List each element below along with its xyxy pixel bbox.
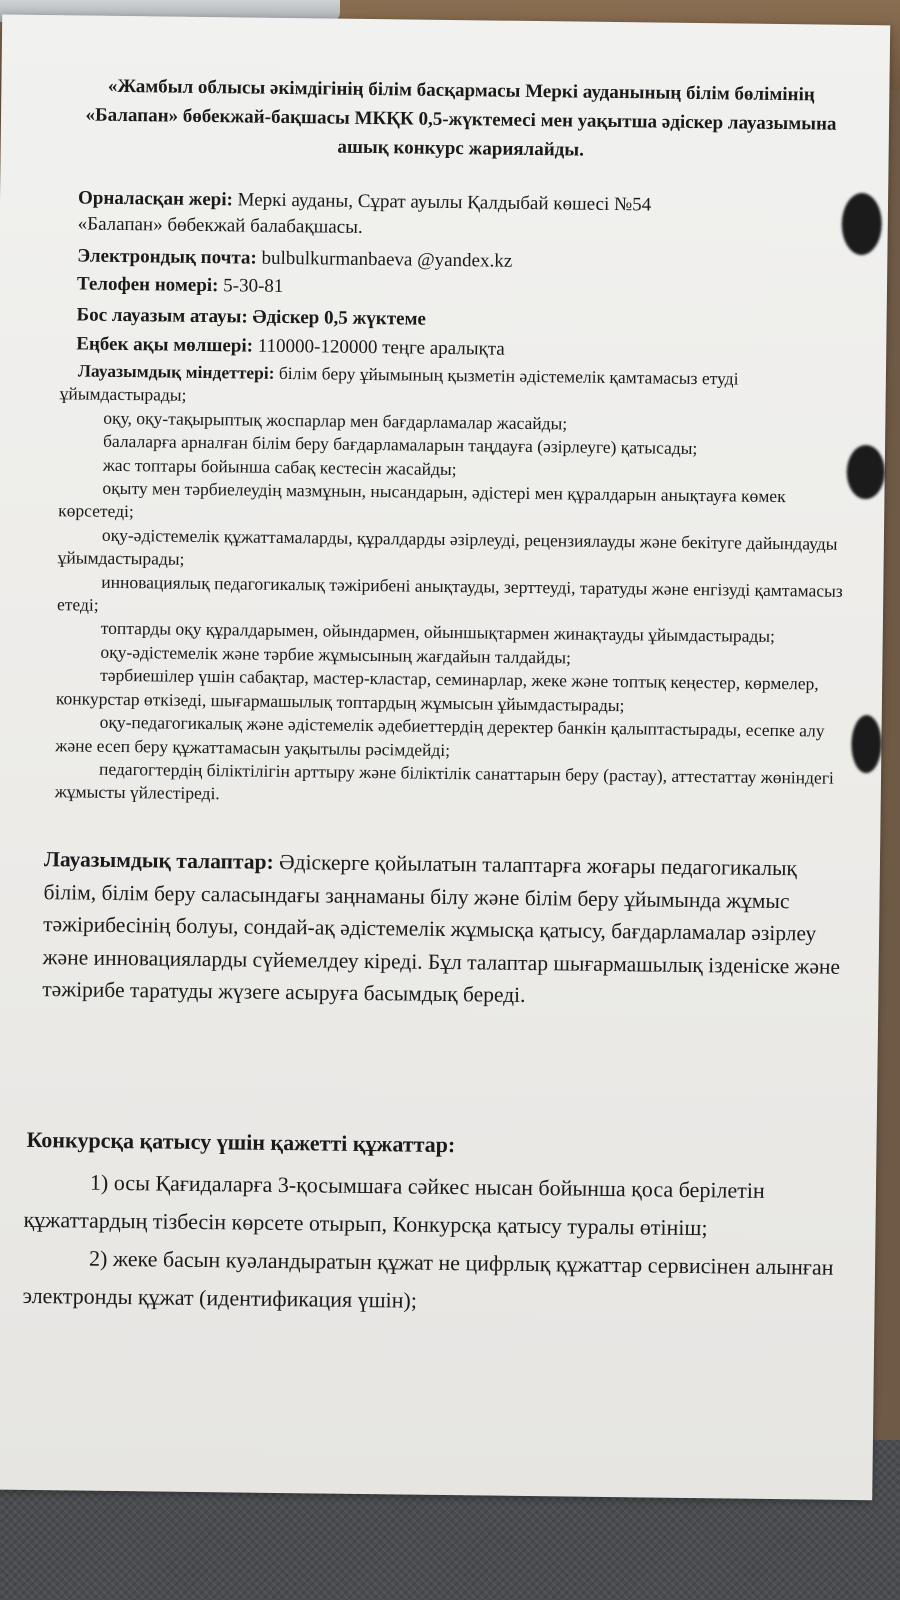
requirements-label: Лауазымдық талаптар:: [43, 847, 274, 874]
document-page: [0, 15, 890, 1501]
announcement-heading: «Жамбыл облысы әкімдігінің білім басқармасы Меркі ауданының білім бөлімінің «Балапан» бөбекжай-бақшасы МКҚК 0,5-жүктемесі мен уақытша әдіскер лауазымына ашық конкурс жариялайды.: [85, 75, 837, 161]
duty-item: педагогтердің біліктілігін арттыру және біліктілік санаттарын беру (растау), аттестаттау жөніндегі жұмысты үйлестіреді.: [54, 758, 834, 804]
duty-item: оқу-педагогикалық және әдістемелік әдебиеттердің деректер банкін қалыптастырады, есепке алу және есеп беру құжаттамасын уақытылы рәсімдейді;: [55, 711, 825, 760]
salary-value: 110000-120000 теңге аралықта: [257, 335, 505, 360]
location-label: Орналасқан жері:: [77, 187, 234, 211]
salary-label: Еңбек ақы мөлшері:: [76, 333, 254, 357]
duty-item: оқу, оқу-тақырыптық жоспарлар мен бағдарламалар жасайды;: [103, 407, 568, 434]
duty-item: инновациялық педагогикалық тәжірибені анықтауды, зерттеуді, таратуды және енгізуді қамтамасыз етеді;: [56, 571, 843, 615]
documents-title: Конкурсқа қатысу үшін қажетті құжаттар:: [26, 1126, 456, 1158]
phone-label: Телофен номері:: [76, 273, 219, 297]
email-value: bulbulkurmanbaeva @yandex.kz: [261, 247, 513, 272]
duties-label: Лауазымдық міндеттері:: [77, 360, 275, 383]
requirements-section: [42, 843, 844, 1015]
duty-item: оқу-әдістемелік құжаттамаларды, құралдарды әзірлеуді, рецензиялауды және бекітуге дайындауды ұйымдастырады;: [57, 524, 838, 570]
duties-section: [55, 359, 860, 813]
duty-item: жас топтары бойынша сабақ кестесін жасайды;: [102, 454, 457, 479]
phone-value: 5-30-81: [223, 275, 284, 297]
document-item: 1) осы Қағидаларға 3-қосымшаға сәйкес нысан бойынша қоса берілетін құжаттардың тізбесін көрсете отырып, Конкурсқа қатысу туралы өтініш;: [23, 1169, 765, 1241]
location-value-line2: «Балапан» бөбекжай балабақшасы.: [77, 213, 363, 238]
requirements-text: Әдіскерге қойылатын талаптарға жоғары педагогикалық білім, білім беру саласындағы заңнаманы білу және білім беру ұйымында жұмыс тәжірибесінің болуы, сондай-ақ әдістемелік жұмысқа қатысу, бағдарламалар әзірлеу және инновацияларды сүйемелдеу кіреді. Бұл талаптар шығармашылық ізденіске және тәжірибе таратуды жүзеге асыруға басымдық береді.: [42, 849, 841, 1007]
duty-item: тәрбиешілер үшін сабақтар, мастер-кластар, семинарлар, жеке және топтық кеңестер, көрмелер, конкурстар өткізеді, шығармашылық топтардың жұмысын ұйымдастырады;: [55, 665, 819, 715]
duties-intro-text: білім беру ұйымының қызметін әдістемелік қамтамасыз етуді ұйымдастырады;: [59, 362, 739, 406]
position-label: Бос лауазым атауы:: [76, 304, 248, 328]
duty-item: топтарды оқу құралдарымен, ойындармен, ойыншықтармен жинақтауды ұйымдастырады;: [100, 618, 776, 647]
position-value: Әдіскер 0,5 жүктеме: [252, 306, 427, 330]
duty-item: балаларға арналған білім беру бағдарламаларын таңдауға (әзірлеуге) қатысады;: [102, 430, 698, 459]
documents-list: [22, 1163, 864, 1325]
document-item: 2) жеке басын куәландыратын құжат не цифрлық құжаттар сервисінен алынған электронды құжат (идентификация үшін);: [22, 1245, 834, 1313]
duty-item: оқыту мен тәрбиелеудің мазмұнын, нысандарын, әдістері мен құралдарын анықтауға көмек көрсетеді;: [58, 477, 786, 522]
email-label: Электрондық почта:: [77, 245, 257, 269]
duty-item: оқу-әдістемелік және тәрбие жұмысының жағдайын талдайды;: [100, 641, 572, 668]
location-value: Меркі ауданы, Сұрат ауылы Қалдыбай көшесі №54: [237, 189, 652, 216]
